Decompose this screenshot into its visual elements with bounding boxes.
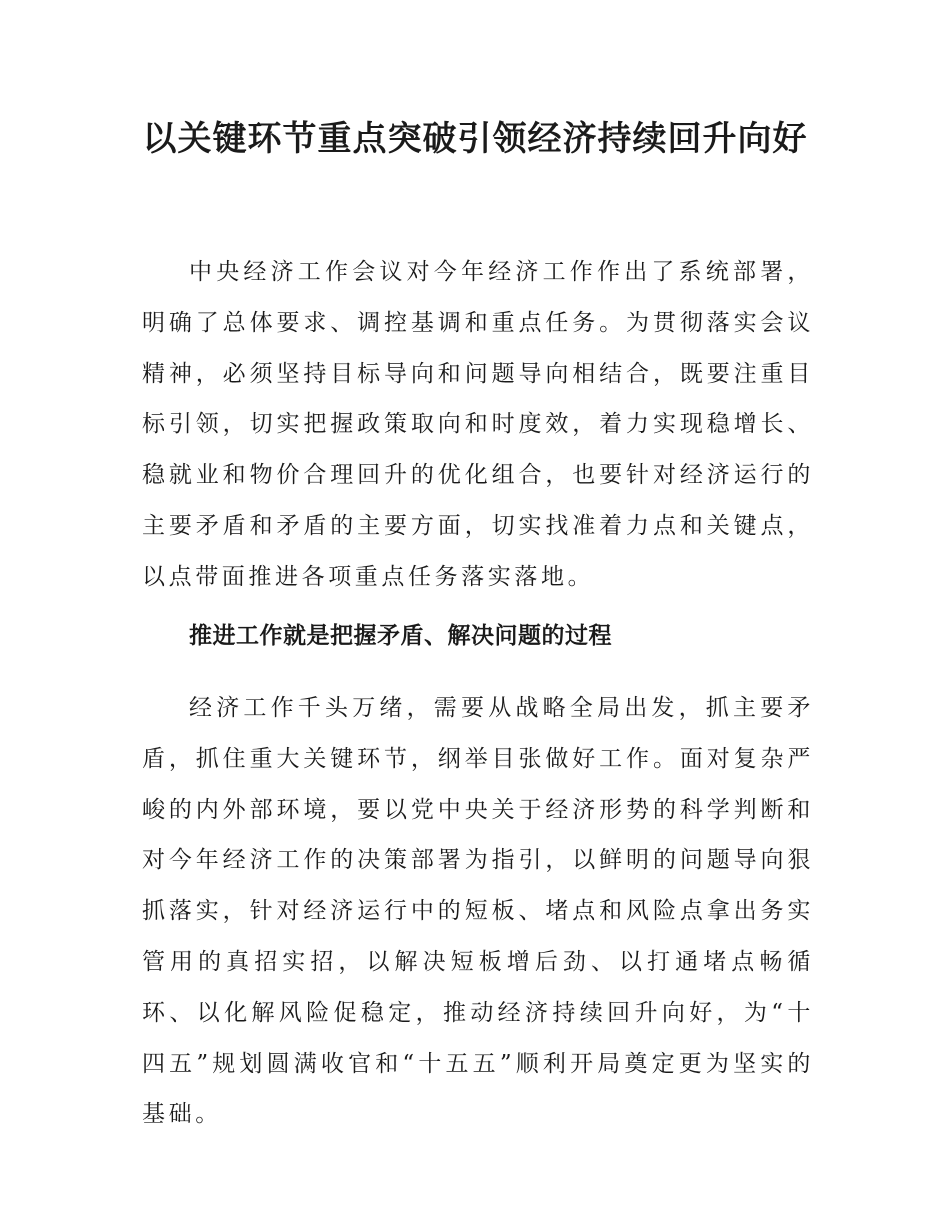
body-paragraph-2: 经济工作千头万绪，需要从战略全局出发，抓主要矛盾，抓住重大关键环节，纲举目张做好工作。面对复杂严峻的内外部环境，要以党中央关于经济形势的科学判断和对今年经济工作的决策部署为指引，以鲜明的问题导向狠抓落实，针对经济运行中的短板、堵点和风险点拿出务实管用的真招实招，以解决短板增后劲、以打通堵点畅循环、以化解风险促稳定，推动经济持续回升向好，为“十四五”规划圆满收官和“十五五”顺利开局奠定更为坚实的基础。 [142,695,814,1128]
body-paragraph-1: 中央经济工作会议对今年经济工作作出了系统部署，明确了总体要求、调控基调和重点任务。为贯彻落实会议精神，必须坚持目标导向和问题导向相结合，既要注重目标引领，切实把握政策取向和时度效，着力实现稳增长、稳就业和物价合理回升的优化组合，也要针对经济运行的主要矛盾和矛盾的主要方面，切实找准着力点和关键点，以点带面推进各项重点任务落实落地。 [142,259,814,590]
document-title: 以关键环节重点突破引领经济持续回升向好 [142,119,808,159]
section-heading: 推进工作就是把握矛盾、解决问题的过程 [189,623,612,649]
